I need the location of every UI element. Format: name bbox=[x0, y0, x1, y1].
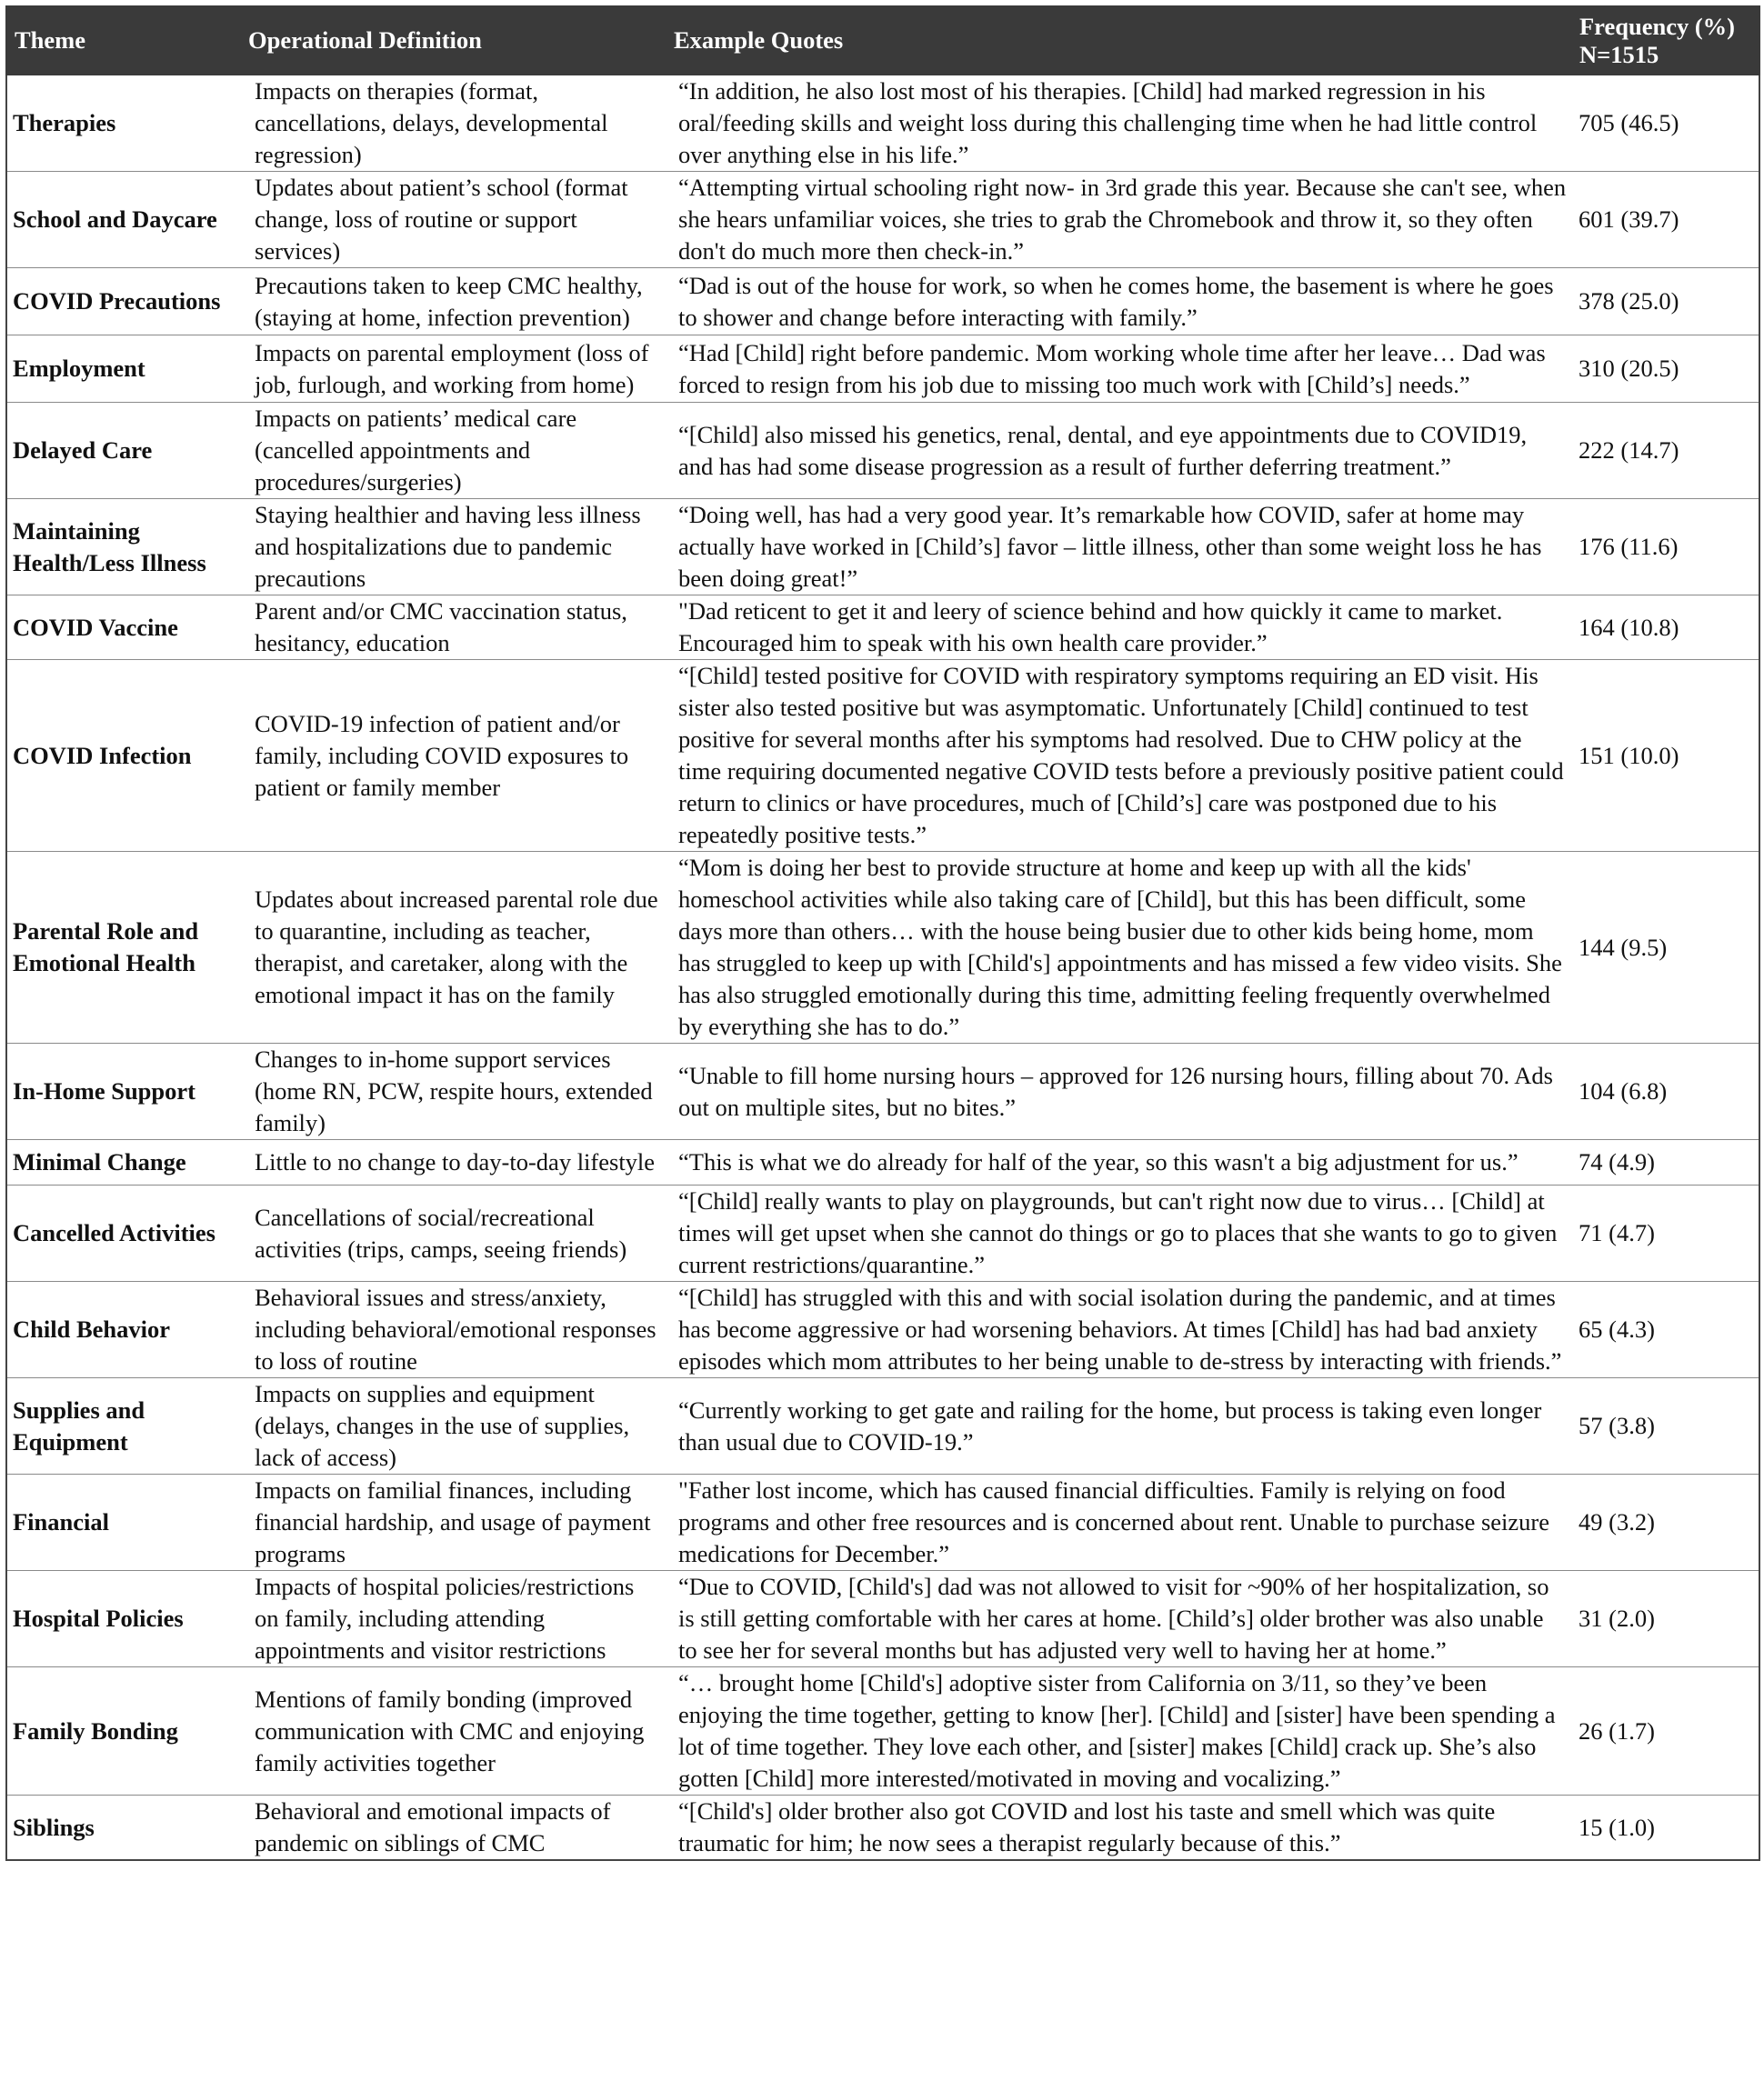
theme-cell: Therapies bbox=[6, 75, 240, 172]
quote-cell: “Doing well, has had a very good year. It’s remarkable how COVID, safer at home may actually have worked in [Child’s] favor – little illness, other than some weight loss he has been doing great!” bbox=[666, 499, 1571, 595]
header-theme: Theme bbox=[6, 6, 240, 75]
table-row bbox=[6, 1571, 1759, 1667]
table-row bbox=[6, 660, 1759, 852]
quote-cell: “Unable to fill home nursing hours – approved for 126 nursing hours, filling about 70. Ads out on multiple sites, but no bites.” bbox=[666, 1044, 1571, 1140]
theme-cell: Parental Role and Emotional Health bbox=[6, 852, 240, 1044]
frequency-cell: 71 (4.7) bbox=[1571, 1186, 1759, 1282]
theme-cell: COVID Infection bbox=[6, 660, 240, 852]
themes-table bbox=[5, 5, 1760, 1861]
frequency-cell: 65 (4.3) bbox=[1571, 1282, 1759, 1378]
table-header bbox=[6, 6, 1759, 75]
quote-cell: “… brought home [Child's] adoptive sister from California on 3/11, so they’ve been enjoying the time together, getting to know [her]. [Child] and [sister] have been spending a lot of time together. They love each other, and [sister] makes [Child] crack up. She’s also gotten [Child] more interested/motivated in moving and vocalizing.” bbox=[666, 1667, 1571, 1796]
definition-cell: Parent and/or CMC vaccination status, hesitancy, education bbox=[240, 595, 666, 660]
theme-cell: Delayed Care bbox=[6, 403, 240, 499]
frequency-cell: 74 (4.9) bbox=[1571, 1140, 1759, 1186]
frequency-cell: 144 (9.5) bbox=[1571, 852, 1759, 1044]
definition-cell: Updates about increased parental role due to quarantine, including as teacher, therapist, and caretaker, along with the emotional impact it has on the family bbox=[240, 852, 666, 1044]
themes-table-container bbox=[5, 5, 1759, 1861]
theme-cell: COVID Precautions bbox=[6, 268, 240, 335]
quote-cell: “Due to COVID, [Child's] dad was not allowed to visit for ~90% of her hospitalization, so is still getting comfortable with her cares at home. [Child’s] older brother was also unable to see her for several months but has adjusted very well to having her at home.” bbox=[666, 1571, 1571, 1667]
table-row bbox=[6, 1282, 1759, 1378]
table-row bbox=[6, 268, 1759, 335]
header-sample-size: N=1515 bbox=[1579, 40, 1659, 68]
quote-cell: “[Child] also missed his genetics, renal, dental, and eye appointments due to COVID19, and has had some disease progression as a result of further deferring treatment.” bbox=[666, 403, 1571, 499]
table-row bbox=[6, 595, 1759, 660]
table-row bbox=[6, 75, 1759, 172]
definition-cell: Cancellations of social/recreational activities (trips, camps, seeing friends) bbox=[240, 1186, 666, 1282]
frequency-cell: 222 (14.7) bbox=[1571, 403, 1759, 499]
table-row bbox=[6, 1378, 1759, 1475]
quote-cell: “Dad is out of the house for work, so when he comes home, the basement is where he goes to shower and change before interacting with family.” bbox=[666, 268, 1571, 335]
definition-cell: COVID-19 infection of patient and/or family, including COVID exposures to patient or family member bbox=[240, 660, 666, 852]
theme-cell: Child Behavior bbox=[6, 1282, 240, 1378]
table-row bbox=[6, 852, 1759, 1044]
header-row bbox=[6, 6, 1759, 75]
quote-cell: “This is what we do already for half of the year, so this wasn't a big adjustment for us.” bbox=[666, 1140, 1571, 1186]
frequency-cell: 601 (39.7) bbox=[1571, 172, 1759, 268]
theme-cell: Financial bbox=[6, 1475, 240, 1571]
theme-cell: Maintaining Health/Less Illness bbox=[6, 499, 240, 595]
theme-cell: COVID Vaccine bbox=[6, 595, 240, 660]
theme-cell: Cancelled Activities bbox=[6, 1186, 240, 1282]
definition-cell: Behavioral and emotional impacts of pandemic on siblings of CMC bbox=[240, 1796, 666, 1861]
frequency-cell: 378 (25.0) bbox=[1571, 268, 1759, 335]
theme-cell: School and Daycare bbox=[6, 172, 240, 268]
frequency-cell: 176 (11.6) bbox=[1571, 499, 1759, 595]
frequency-cell: 49 (3.2) bbox=[1571, 1475, 1759, 1571]
definition-cell: Impacts on patients’ medical care (cancelled appointments and procedures/surgeries) bbox=[240, 403, 666, 499]
table-row bbox=[6, 1044, 1759, 1140]
definition-cell: Impacts on therapies (format, cancellations, delays, developmental regression) bbox=[240, 75, 666, 172]
table-row bbox=[6, 1140, 1759, 1186]
definition-cell: Mentions of family bonding (improved communication with CMC and enjoying family activities together bbox=[240, 1667, 666, 1796]
definition-cell: Impacts on parental employment (loss of job, furlough, and working from home) bbox=[240, 335, 666, 403]
definition-cell: Little to no change to day-to-day lifestyle bbox=[240, 1140, 666, 1186]
table-row bbox=[6, 335, 1759, 403]
definition-cell: Impacts of hospital policies/restrictions on family, including attending appointments and visitor restrictions bbox=[240, 1571, 666, 1667]
definition-cell: Impacts on familial finances, including financial hardship, and usage of payment programs bbox=[240, 1475, 666, 1571]
quote-cell: "Father lost income, which has caused financial difficulties. Family is relying on food programs and other free resources and is concerned about rent. Unable to purchase seizure medications for December.” bbox=[666, 1475, 1571, 1571]
quote-cell: “[Child's] older brother also got COVID and lost his taste and smell which was quite traumatic for him; he now sees a therapist regularly because of this.” bbox=[666, 1796, 1571, 1861]
theme-cell: Siblings bbox=[6, 1796, 240, 1861]
quote-cell: “Currently working to get gate and railing for the home, but process is taking even longer than usual due to COVID-19.” bbox=[666, 1378, 1571, 1475]
quote-cell: “[Child] has struggled with this and with social isolation during the pandemic, and at times has become aggressive or had worsening behaviors. At times [Child] has had bad anxiety episodes which mom attributes to her being unable to de-stress by interacting with friends.” bbox=[666, 1282, 1571, 1378]
table-row bbox=[6, 1667, 1759, 1796]
quote-cell: “In addition, he also lost most of his therapies. [Child] had marked regression in his oral/feeding skills and weight loss during this challenging time when he had little control over anything else in his life.” bbox=[666, 75, 1571, 172]
definition-cell: Changes to in-home support services (home RN, PCW, respite hours, extended family) bbox=[240, 1044, 666, 1140]
header-quotes: Example Quotes bbox=[666, 6, 1571, 75]
frequency-cell: 104 (6.8) bbox=[1571, 1044, 1759, 1140]
table-row bbox=[6, 172, 1759, 268]
table-row bbox=[6, 499, 1759, 595]
theme-cell: Family Bonding bbox=[6, 1667, 240, 1796]
header-definition: Operational Definition bbox=[240, 6, 666, 75]
frequency-cell: 15 (1.0) bbox=[1571, 1796, 1759, 1861]
table-row bbox=[6, 1186, 1759, 1282]
frequency-cell: 57 (3.8) bbox=[1571, 1378, 1759, 1475]
definition-cell: Precautions taken to keep CMC healthy, (staying at home, infection prevention) bbox=[240, 268, 666, 335]
frequency-cell: 151 (10.0) bbox=[1571, 660, 1759, 852]
quote-cell: “Mom is doing her best to provide structure at home and keep up with all the kids' homeschool activities while also taking care of [Child], but this has been difficult, some days more than others… with the house being busier due to other kids being home, mom has struggled to keep up with [Child's] appointments and has missed a few video visits. She has also struggled emotionally during this time, admitting feeling frequently overwhelmed by everything she has to do.” bbox=[666, 852, 1571, 1044]
theme-cell: Hospital Policies bbox=[6, 1571, 240, 1667]
frequency-cell: 31 (2.0) bbox=[1571, 1571, 1759, 1667]
header-frequency-label: Frequency (%) bbox=[1579, 12, 1735, 40]
table-body bbox=[6, 75, 1759, 1860]
theme-cell: In-Home Support bbox=[6, 1044, 240, 1140]
table-row bbox=[6, 403, 1759, 499]
frequency-cell: 705 (46.5) bbox=[1571, 75, 1759, 172]
quote-cell: “Attempting virtual schooling right now- in 3rd grade this year. Because she can't see, when she hears unfamiliar voices, she tries to grab the Chromebook and throw it, so they often don't do much more then check-in.” bbox=[666, 172, 1571, 268]
definition-cell: Behavioral issues and stress/anxiety, including behavioral/emotional responses to loss of routine bbox=[240, 1282, 666, 1378]
frequency-cell: 310 (20.5) bbox=[1571, 335, 1759, 403]
theme-cell: Supplies and Equipment bbox=[6, 1378, 240, 1475]
definition-cell: Updates about patient’s school (format change, loss of routine or support services) bbox=[240, 172, 666, 268]
theme-cell: Employment bbox=[6, 335, 240, 403]
header-frequency bbox=[1571, 6, 1759, 75]
theme-cell: Minimal Change bbox=[6, 1140, 240, 1186]
quote-cell: "Dad reticent to get it and leery of science behind and how quickly it came to market. Encouraged him to speak with his own health care provider.” bbox=[666, 595, 1571, 660]
quote-cell: “[Child] tested positive for COVID with respiratory symptoms requiring an ED visit. His sister also tested positive but was asymptomatic. Unfortunately [Child] continued to test positive for several months after his symptoms had resolved. Due to CHW policy at the time requiring documented negative COVID tests before a previously positive patient could return to clinics or have procedures, much of [Child’s] care was postponed due to his repeatedly positive tests.” bbox=[666, 660, 1571, 852]
table-row bbox=[6, 1796, 1759, 1861]
frequency-cell: 26 (1.7) bbox=[1571, 1667, 1759, 1796]
definition-cell: Impacts on supplies and equipment (delays, changes in the use of supplies, lack of access) bbox=[240, 1378, 666, 1475]
table-row bbox=[6, 1475, 1759, 1571]
quote-cell: “[Child] really wants to play on playgrounds, but can't right now due to virus… [Child] at times will get upset when she cannot do things or go to places that she wants to go to given current restrictions/quarantine.” bbox=[666, 1186, 1571, 1282]
frequency-cell: 164 (10.8) bbox=[1571, 595, 1759, 660]
definition-cell: Staying healthier and having less illness and hospitalizations due to pandemic precautions bbox=[240, 499, 666, 595]
quote-cell: “Had [Child] right before pandemic. Mom working whole time after her leave… Dad was forced to resign from his job due to missing too much work with [Child’s] needs.” bbox=[666, 335, 1571, 403]
